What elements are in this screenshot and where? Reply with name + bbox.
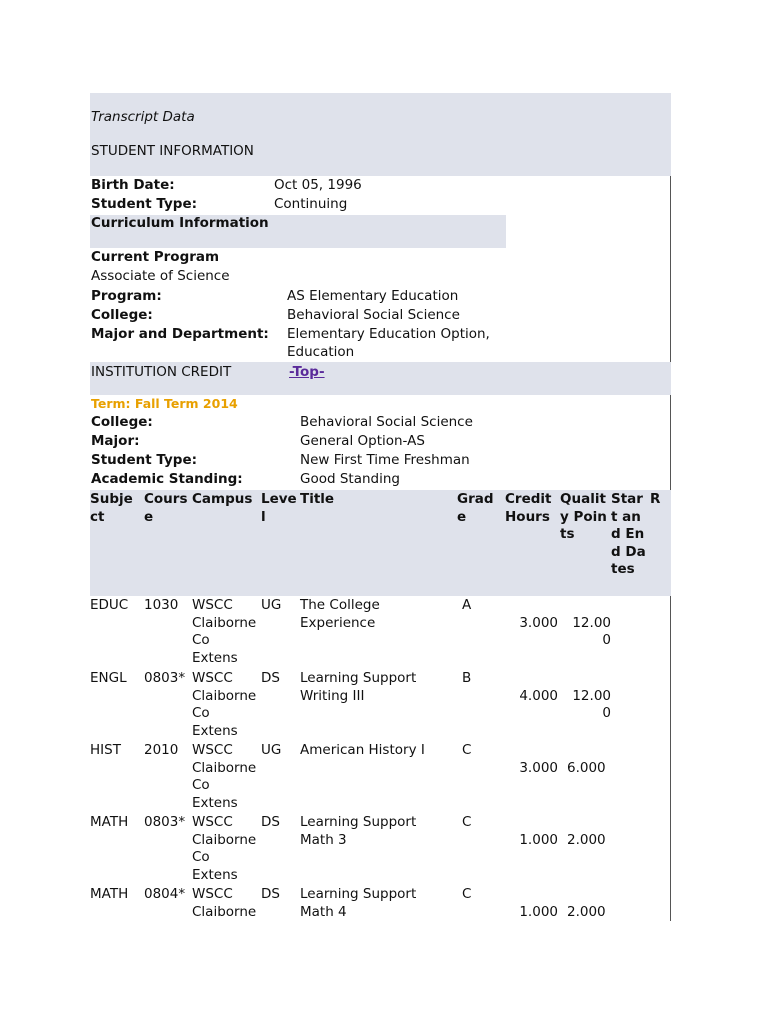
cell-title: The College Experience: [300, 597, 380, 631]
cell-grade: C: [462, 886, 472, 902]
college-label: College:: [91, 307, 153, 323]
col-header-course: Course: [144, 491, 188, 525]
col-header-credit-hours: Credit Hours: [505, 491, 552, 525]
cell-level: DS: [261, 670, 280, 686]
cell-subject: HIST: [90, 742, 121, 758]
col-header-dates: Start and End Dates: [611, 491, 646, 577]
birth-date-value: Oct 05, 1996: [274, 177, 362, 193]
term-student-type-label: Student Type:: [91, 452, 197, 468]
col-header-quality-points: Quality Points: [560, 491, 607, 542]
cell-title: Learning Support Writing III: [300, 670, 417, 704]
cell-campus: WSCC Claiborne: [192, 886, 257, 920]
cell-course: 0803*: [144, 670, 186, 686]
term-major-label: Major:: [91, 433, 140, 449]
term-student-type-value: New First Time Freshman: [300, 452, 470, 468]
program-label: Program:: [91, 288, 162, 304]
cell-subject: EDUC: [90, 597, 129, 613]
cell-course: 2010: [144, 742, 179, 758]
cell-title: Learning Support Math 3: [300, 814, 417, 848]
term-college-label: College:: [91, 414, 153, 430]
cell-credit-hours: 3.000: [519, 759, 558, 776]
cell-grade: C: [462, 742, 472, 758]
curriculum-heading: Curriculum Information: [91, 215, 269, 231]
major-department-value-line1: Elementary Education Option,: [287, 326, 490, 342]
term-college-value: Behavioral Social Science: [300, 414, 473, 430]
college-value: Behavioral Social Science: [287, 307, 460, 323]
student-type-value: Continuing: [274, 196, 348, 212]
institution-credit-heading: INSTITUTION CREDIT: [91, 364, 232, 380]
col-header-campus: Campus: [192, 491, 253, 507]
col-header-grade: Grade: [457, 491, 494, 525]
birth-date-label: Birth Date:: [91, 177, 175, 193]
cell-level: DS: [261, 814, 280, 830]
cell-course: 0804*: [144, 886, 186, 902]
academic-standing-value: Good Standing: [300, 471, 400, 487]
program-value: AS Elementary Education: [287, 288, 459, 304]
cell-level: DS: [261, 886, 280, 902]
cell-campus: WSCC Claiborne Co Extens: [192, 670, 257, 739]
cell-quality-points: 2.000: [567, 903, 606, 920]
academic-standing-label: Academic Standing:: [91, 471, 243, 487]
col-header-subject: Subject: [90, 491, 133, 525]
current-program-value: Associate of Science: [91, 268, 230, 284]
col-header-title: Title: [300, 491, 335, 507]
col-header-level: Level: [261, 491, 297, 525]
term-label: Term: Fall Term 2014: [91, 396, 238, 411]
cell-quality-points: 2.000: [567, 831, 606, 848]
cell-title: American History I: [300, 742, 425, 758]
top-link[interactable]: -Top-: [289, 364, 325, 380]
cell-credit-hours: 1.000: [519, 903, 558, 920]
cell-subject: MATH: [90, 886, 129, 902]
cell-course: 0803*: [144, 814, 186, 830]
cell-credit-hours: 4.000: [519, 687, 558, 704]
student-type-label: Student Type:: [91, 196, 197, 212]
cell-credit-hours: 3.000: [519, 614, 558, 631]
cell-subject: ENGL: [90, 670, 127, 686]
current-program-label: Current Program: [91, 249, 220, 265]
cell-grade: B: [462, 670, 472, 686]
cell-quality-points: 6.000: [567, 759, 606, 776]
cell-level: UG: [261, 742, 282, 758]
col-header-r: R: [650, 491, 661, 507]
cell-grade: A: [462, 597, 472, 613]
cell-quality-points: 12.000: [572, 687, 611, 721]
major-department-label: Major and Department:: [91, 326, 269, 342]
cell-grade: C: [462, 814, 472, 830]
cell-campus: WSCC Claiborne Co Extens: [192, 814, 257, 883]
page-title: Transcript Data: [91, 109, 195, 125]
cell-title: Learning Support Math 4: [300, 886, 417, 920]
major-department-value-line2: Education: [287, 344, 355, 360]
cell-course: 1030: [144, 597, 179, 613]
cell-campus: WSCC Claiborne Co Extens: [192, 597, 257, 666]
term-major-value: General Option-AS: [300, 433, 425, 449]
transcript-page: [90, 93, 671, 921]
cell-level: UG: [261, 597, 282, 613]
cell-subject: MATH: [90, 814, 129, 830]
header-band: [90, 93, 671, 176]
student-information-heading: STUDENT INFORMATION: [91, 143, 254, 159]
cell-credit-hours: 1.000: [519, 831, 558, 848]
cell-quality-points: 12.000: [572, 614, 611, 648]
cell-campus: WSCC Claiborne Co Extens: [192, 742, 257, 811]
